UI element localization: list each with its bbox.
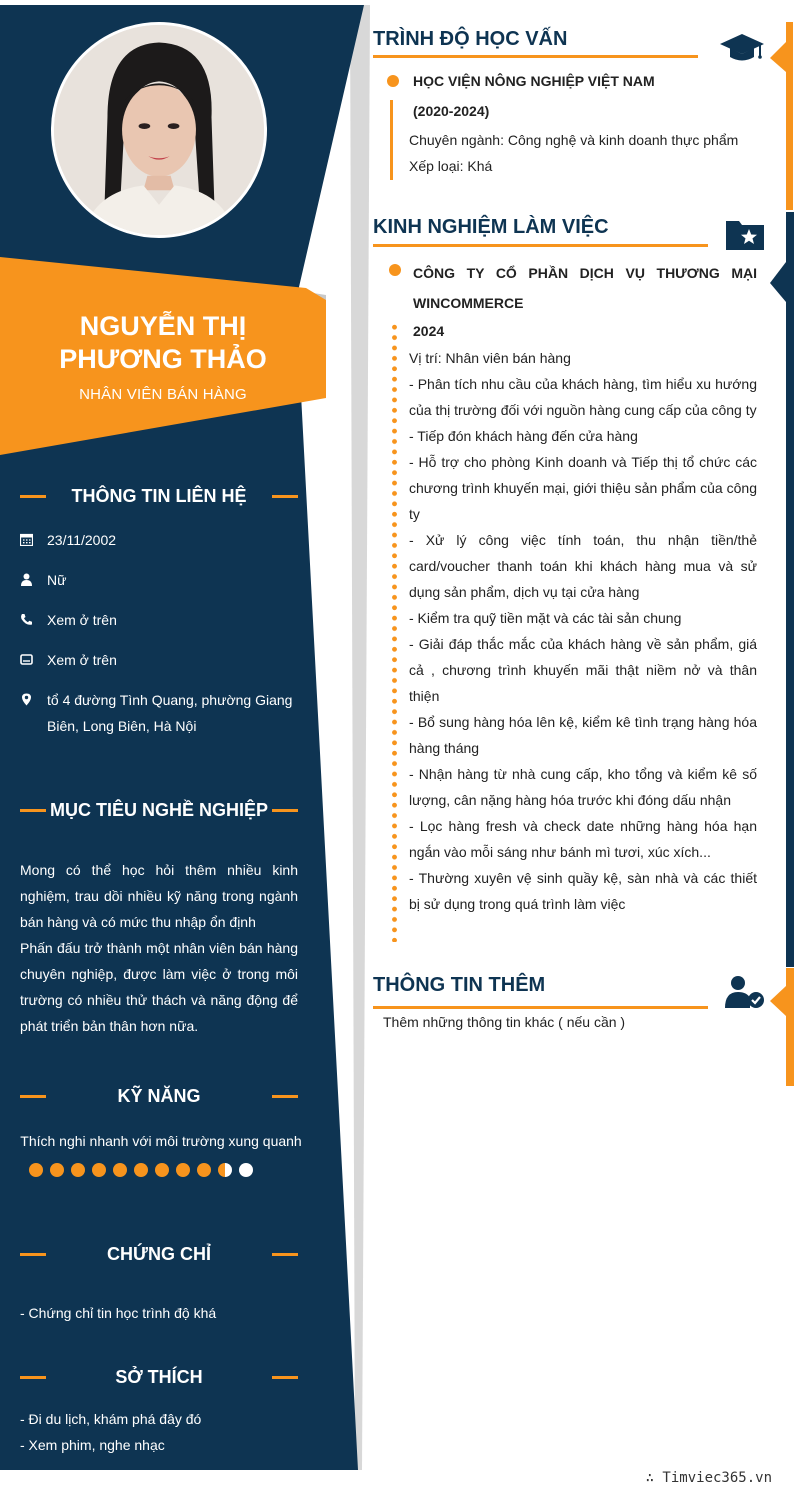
- skill-rating: [29, 1163, 253, 1177]
- skill-dot: [134, 1163, 148, 1177]
- heading-dash: [20, 1376, 46, 1379]
- certificates-heading: [20, 1241, 298, 1267]
- heading-dash: [20, 1095, 46, 1098]
- heading-dash: [272, 809, 298, 812]
- skill-dot: [197, 1163, 211, 1177]
- extra-text: Thêm những thông tin khác ( nếu cần ): [383, 1014, 626, 1030]
- skills-heading: [20, 1083, 298, 1109]
- certificates-heading-label: CHỨNG CHỈ: [107, 1243, 211, 1264]
- skill-dot: [239, 1163, 253, 1177]
- contact-address: [20, 687, 298, 739]
- avatar: [51, 22, 267, 238]
- objective-text: [20, 857, 298, 1039]
- skill-dot: [29, 1163, 43, 1177]
- address-text: tổ 4 đường Tình Quang, phường Giang Biên, Long Biên, Hà Nội: [47, 692, 293, 734]
- gender-text: Nữ: [47, 572, 67, 588]
- contact-gender: [20, 567, 300, 593]
- skill-dot: [71, 1163, 85, 1177]
- objective-heading-label: MỤC TIÊU NGHỀ NGHIỆP: [49, 799, 268, 820]
- phone-text[interactable]: Xem ở trên: [47, 612, 117, 628]
- experience-details: [409, 345, 757, 917]
- skill-dot: [92, 1163, 106, 1177]
- candidate-name: NGUYỄN THỊ PHƯƠNG THẢO: [59, 311, 267, 374]
- hobby-item: - Xem phim, nghe nhạc: [20, 1437, 165, 1453]
- skill-dot: [50, 1163, 64, 1177]
- skill-name: Thích nghi nhanh với môi trường xung quanh: [20, 1133, 302, 1149]
- email-text[interactable]: Xem ở trên: [47, 652, 117, 668]
- experience-duty: - Tiếp đón khách hàng đến cửa hàng: [409, 428, 638, 444]
- heading-dash: [20, 1253, 46, 1256]
- experience-duty: - Bổ sung hàng hóa lên kệ, kiểm kê tình trạng hàng hóa hàng tháng: [409, 714, 757, 756]
- experience-heading: KINH NGHIỆM LÀM VIỆC: [373, 216, 609, 238]
- contact-email: [20, 647, 300, 673]
- heading-dash: [20, 809, 46, 812]
- experience-duty: - Kiểm tra quỹ tiền mặt và các tài sản chung: [409, 610, 682, 626]
- candidate-job-title: NHÂN VIÊN BÁN HÀNG: [79, 386, 247, 403]
- experience-bullet: [389, 264, 401, 276]
- hobby-item: - Đi du lịch, khám phá đây đó: [20, 1411, 202, 1427]
- birthday-text: 23/11/2002: [47, 532, 117, 548]
- portrait-image: [54, 25, 264, 235]
- experience-timeline-dots: [392, 322, 397, 942]
- education-underline: [373, 55, 698, 58]
- company-name-line2: WINCOMMERCE: [413, 295, 524, 311]
- education-heading: TRÌNH ĐỘ HỌC VẤN: [373, 28, 568, 50]
- contact-heading-label: THÔNG TIN LIÊN HỆ: [71, 485, 247, 506]
- company-name-line1: CÔNG TY CỔ PHẦN DỊCH VỤ THƯƠNG MẠI: [413, 265, 757, 281]
- user-check-icon: [725, 975, 765, 1009]
- objective-heading: [20, 797, 298, 823]
- experience-duty: - Hỗ trợ cho phòng Kinh doanh và Tiếp thị tổ chức các chương trình khuyến mại, giới thiệu sản phẩm của công ty: [409, 454, 757, 522]
- heading-dash: [272, 495, 298, 498]
- experience-duty: - Phân tích nhu cầu của khách hàng, tìm hiểu xu hướng của thị trường đối với nguồn hàng cung cấp của công ty: [409, 376, 757, 418]
- heading-dash: [272, 1376, 298, 1379]
- education-timeline-bar: [390, 100, 393, 180]
- calendar-icon: [20, 527, 47, 553]
- site-watermark: ∴ Timviec365.vn: [645, 1470, 772, 1486]
- user-icon: [20, 567, 47, 593]
- skills-heading-label: KỸ NĂNG: [117, 1085, 201, 1106]
- school-name: HỌC VIỆN NÔNG NGHIỆP VIỆT NAM: [413, 73, 655, 89]
- contact-birthday: [20, 527, 300, 553]
- contact-phone: [20, 607, 300, 633]
- certificate-item: - Chứng chỉ tin học trình độ khá: [20, 1305, 217, 1321]
- heading-dash: [272, 1095, 298, 1098]
- objective-paragraph: Mong có thể học hỏi thêm nhiều kinh nghiệm, trau dồi nhiều kỹ năng trong ngành bán hàng và có mức thu nhập ổn định: [20, 862, 298, 930]
- skill-dot: [113, 1163, 127, 1177]
- heading-dash: [272, 1253, 298, 1256]
- folder-star-icon: [725, 217, 765, 251]
- heading-dash: [20, 495, 46, 498]
- experience-duty: - Thường xuyên vệ sinh quầy kệ, sàn nhà và các thiết bị sử dụng trong quá trình làm việc: [409, 870, 757, 912]
- experience-duty: - Xử lý công việc tính toán, thu nhận tiền/thẻ card/voucher thanh toán khi khách hàng mua và sử dụng sản phẩm, dịch vụ tại cửa hàng: [409, 532, 757, 600]
- location-icon: [20, 687, 47, 739]
- phone-icon: [20, 607, 47, 633]
- skill-dot: [218, 1163, 232, 1177]
- skill-dot: [176, 1163, 190, 1177]
- email-icon: [20, 647, 47, 673]
- education-bullet: [387, 75, 399, 87]
- education-grade: Xếp loại: Khá: [409, 158, 493, 174]
- hobbies-heading: [20, 1364, 298, 1390]
- extra-heading: THÔNG TIN THÊM: [373, 974, 546, 996]
- hobbies-heading-label: SỞ THÍCH: [115, 1366, 203, 1387]
- education-period: (2020-2024): [413, 103, 490, 119]
- experience-duty: - Nhận hàng từ nhà cung cấp, kho tổng và kiểm kê số lượng, cân nặng hàng hóa trước khi đóng dấu nhận: [409, 766, 757, 808]
- graduation-cap-icon: [720, 32, 764, 64]
- contact-heading: [20, 483, 298, 509]
- objective-paragraph: Phấn đấu trở thành một nhân viên bán hàng chuyên nghiệp, được làm việc ở trong môi trường có nhiều thử thách và năng động để phát triển bản thân hơn nữa.: [20, 940, 298, 1034]
- experience-year: 2024: [413, 323, 445, 339]
- education-major: Chuyên ngành: Công nghệ và kinh doanh thực phẩm: [409, 132, 739, 148]
- experience-duty: - Lọc hàng fresh và check date những hàng hóa hạn ngắn vào mỗi sáng như bánh mì tươi, xúc xích...: [409, 818, 757, 860]
- experience-underline: [373, 244, 708, 247]
- experience-position: Vị trí: Nhân viên bán hàng: [409, 350, 571, 366]
- experience-duty: - Giải đáp thắc mắc của khách hàng về sản phẩm, giá cả , chương trình khuyến mãi thật niềm nở và thân thiện: [409, 636, 757, 704]
- skill-dot: [155, 1163, 169, 1177]
